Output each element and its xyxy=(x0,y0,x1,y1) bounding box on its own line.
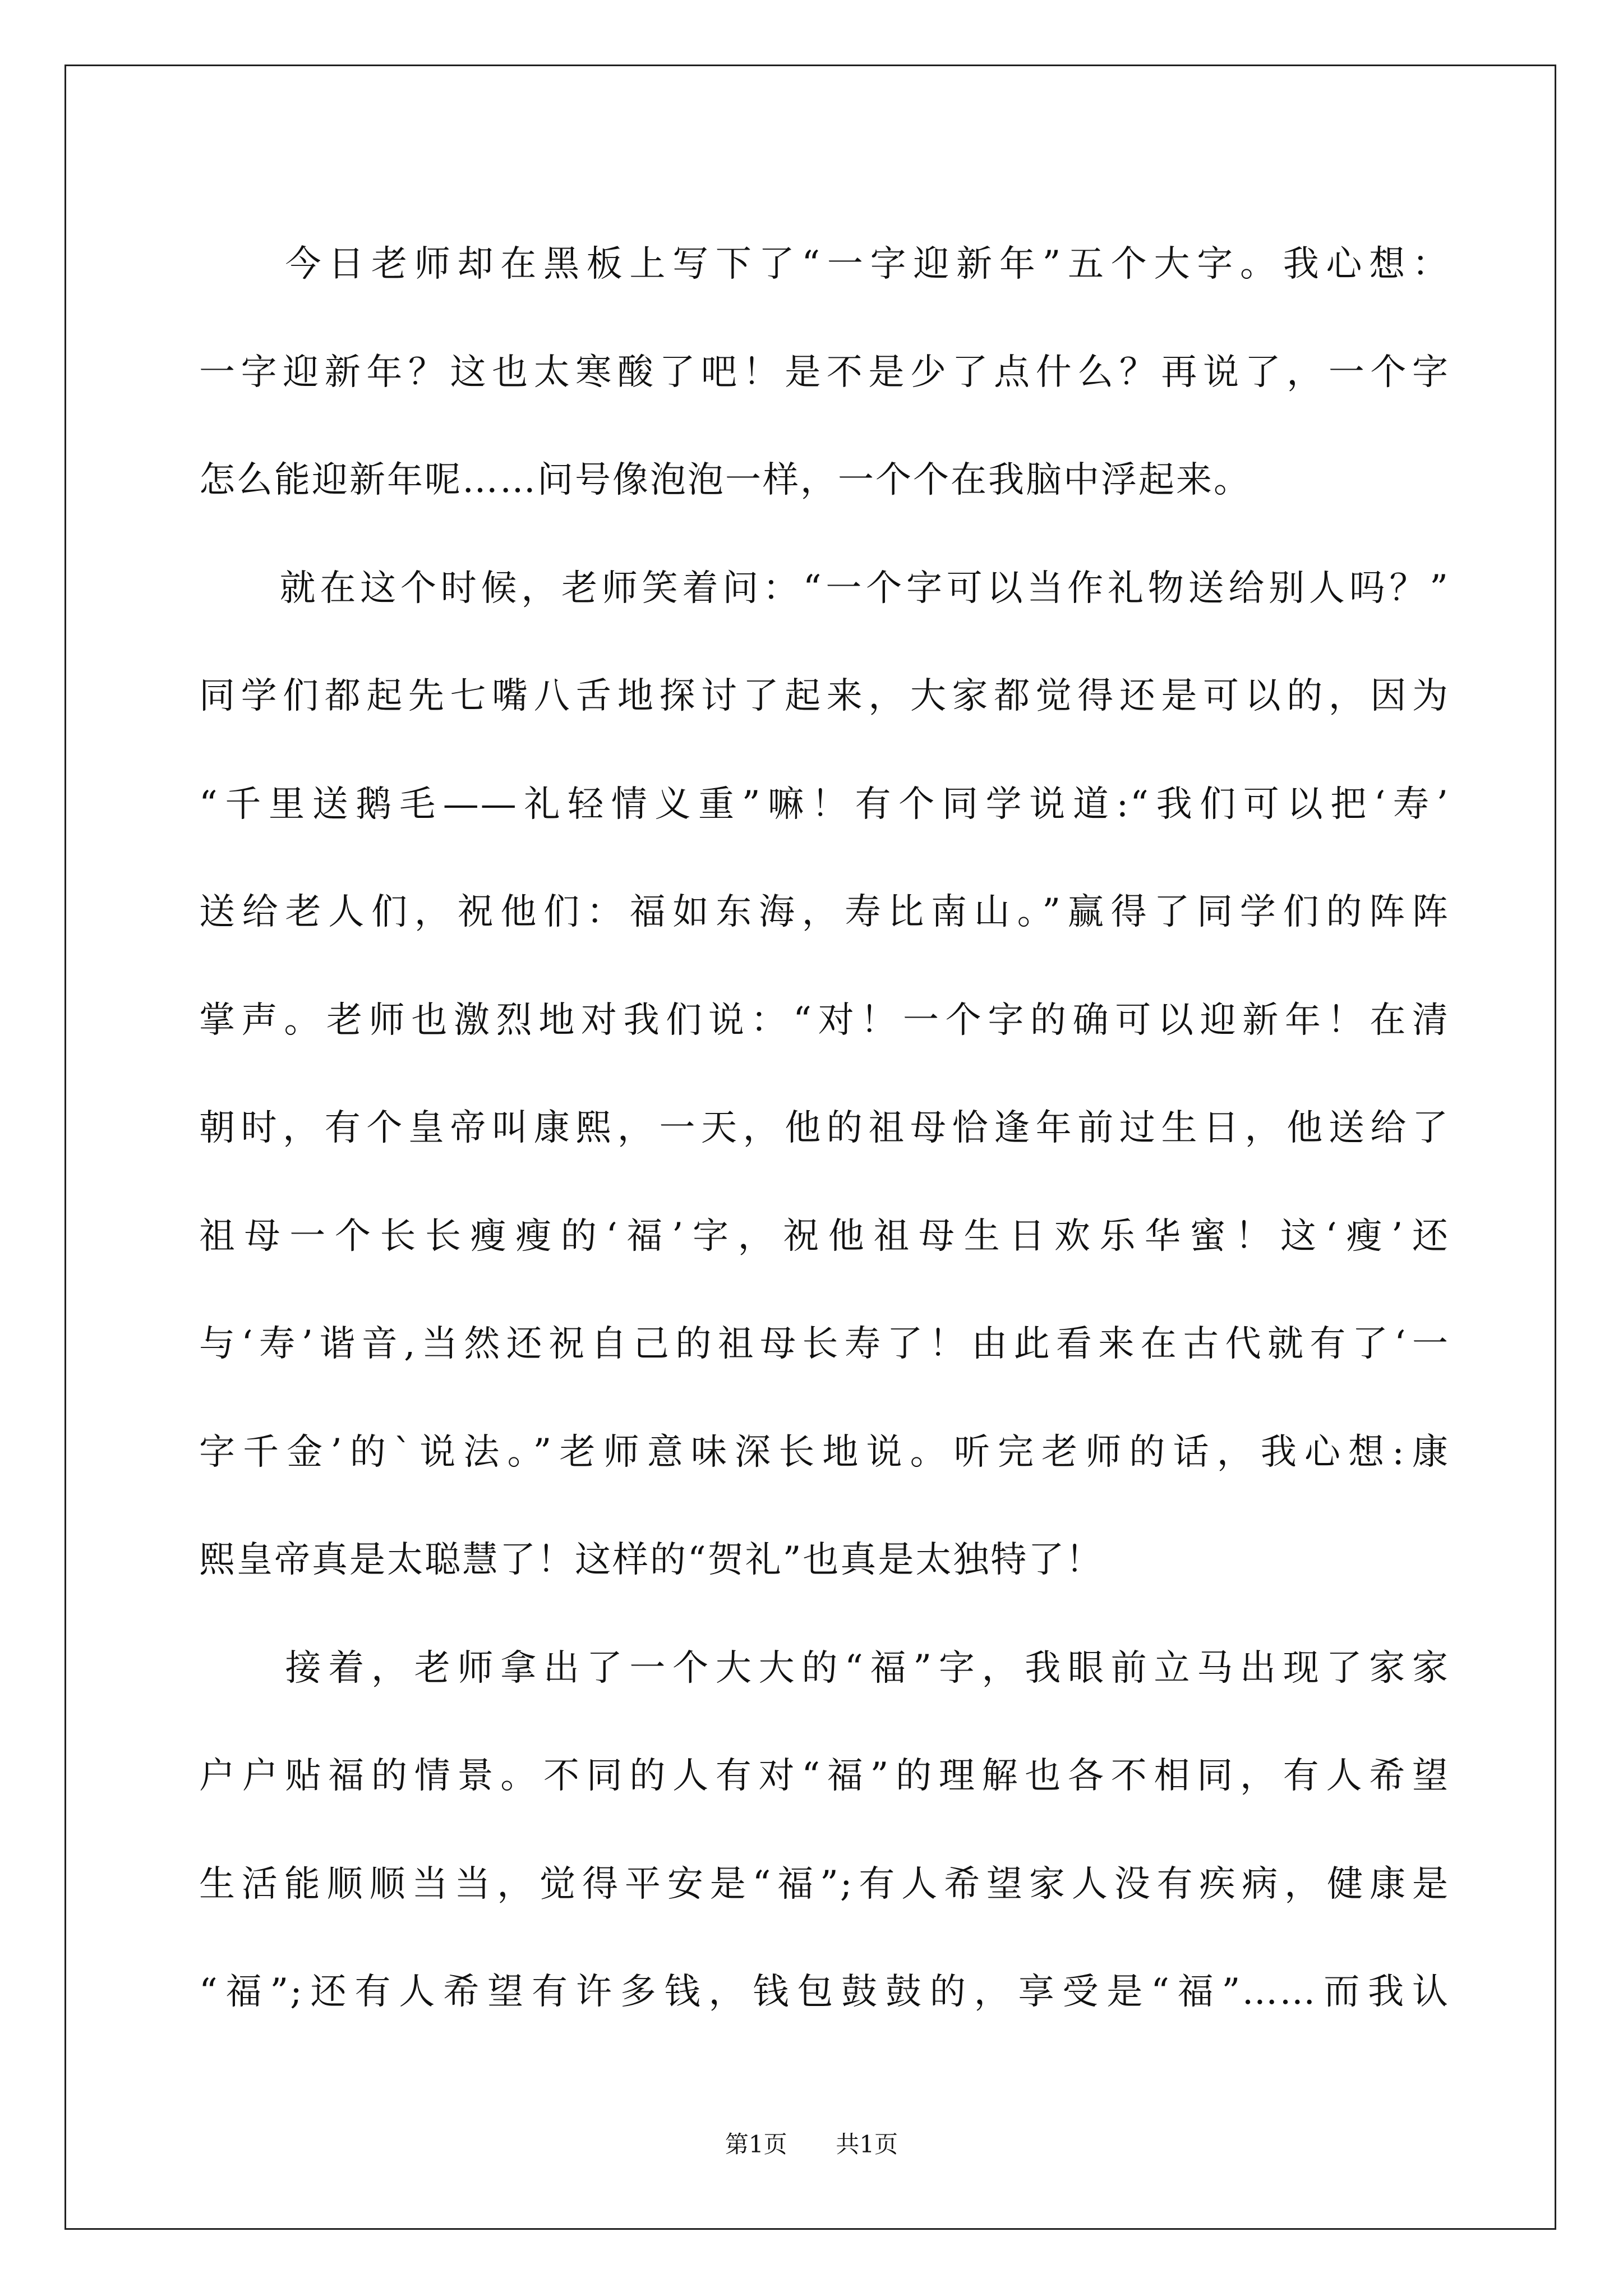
text-line: 熙皇帝真是太聪慧了！这样的“贺礼”也真是太独特了！ xyxy=(199,1539,1104,1581)
text-line: 户户贴福的情景。不同的人有对“福”的理解也各不相同，有人希望 xyxy=(199,1755,1450,1797)
text-line: 朝时，有个皇帝叫康熙，一天，他的祖母恰逢年前过生日，他送给了 xyxy=(199,1107,1450,1149)
text-line: 送给老人们，祝他们：福如东海，寿比南山。”赢得了同学们的阵阵 xyxy=(199,891,1450,933)
text-line: 就在这个时候，老师笑着问：“一个字可以当作礼物送给别人吗？” xyxy=(199,567,1450,609)
page-number-total: 共1页 xyxy=(836,2131,898,2158)
text-line: 同学们都起先七嘴八舌地探讨了起来，大家都觉得还是可以的，因为 xyxy=(199,675,1450,717)
text-line: 字千金’的`说法。”老师意味深长地说。听完老师的话，我心想:康 xyxy=(199,1431,1450,1473)
page-footer xyxy=(0,2126,1623,2160)
text-line: 怎么能迎新年呢……问号像泡泡一样，一个个在我脑中浮起来。 xyxy=(199,459,1251,501)
text-line: 与‘寿’谐音,当然还祝自己的祖母长寿了！由此看来在古代就有了‘一 xyxy=(199,1323,1450,1365)
text-line: 今日老师却在黑板上写下了“一字迎新年”五个大字。我心想： xyxy=(199,243,1450,285)
paragraph-1 xyxy=(199,210,1450,535)
text-line: 接着，老师拿出了一个大大的“福”字，我眼前立马出现了家家 xyxy=(199,1647,1450,1689)
text-line: 生活能顺顺当当，觉得平安是“福”;有人希望家人没有疾病，健康是 xyxy=(199,1863,1450,1905)
paragraph-2 xyxy=(199,535,1450,1614)
text-line: “福”;还有人希望有许多钱，钱包鼓鼓的，享受是“福”……而我认 xyxy=(199,1971,1450,2013)
document-body xyxy=(199,210,1450,2046)
text-line: “千里送鹅毛——礼轻情义重”嘛！有个同学说道:“我们可以把‘寿’ xyxy=(199,783,1450,825)
text-line: 祖母一个长长瘦瘦的‘福’字，祝他祖母生日欢乐华蜜！这‘瘦’还 xyxy=(199,1215,1450,1257)
text-line: 掌声。老师也激烈地对我们说：“对！一个字的确可以迎新年！在清 xyxy=(199,999,1450,1041)
paragraph-3 xyxy=(199,1614,1450,2046)
text-line: 一字迎新年？这也太寒酸了吧！是不是少了点什么？再说了，一个字 xyxy=(199,351,1450,393)
page-number-current: 第1页 xyxy=(725,2131,787,2158)
